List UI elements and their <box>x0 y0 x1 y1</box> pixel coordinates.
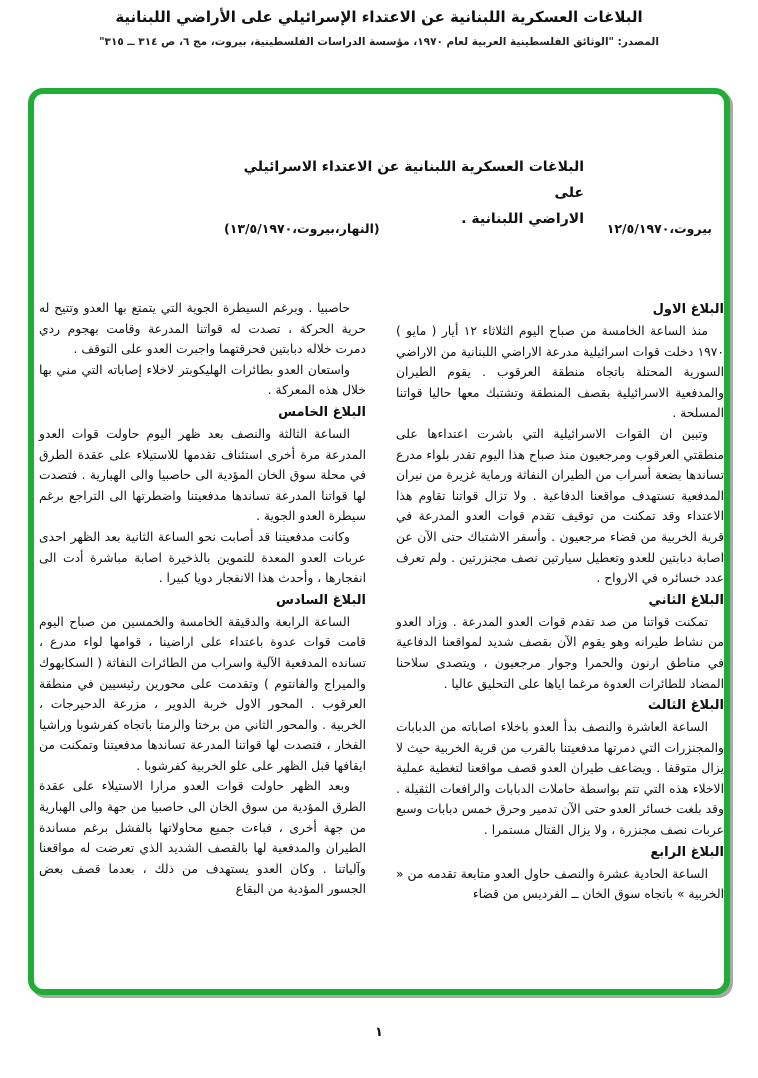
document-title-line1: البلاغات العسكرية اللبنانية عن الاعتداء الاسرائيلي على <box>243 159 584 201</box>
communique-heading: البلاغ الخامس <box>278 404 366 420</box>
communique-heading: البلاغ الرابع <box>650 844 724 860</box>
left-column <box>39 298 366 900</box>
page-header-title: البلاغات العسكرية اللبنانية عن الاعتداء الإسرائيلي على الأراضي اللبنانية <box>115 8 643 26</box>
communique-heading: البلاغ الثالث <box>647 698 724 714</box>
communique-paragraph: الساعة العاشرة والنصف بدأ العدو باخلاء اصاباته من الدبابات والمجنزرات التي دمرتها مدفعيتنا بالقرب من قرية الخربية حيث لا يزال متوقفا . ويضاعف طيران العدو قصف مواقعنا لتغطية عملية الاخلاء هذه التي تتم بواسطة حاملات الدبابات والرافعات الثقيلة . وقد بلغت خسائر العدو حتى الآن تدمير وحرق خمس دبابات وسبع عربات نصف مجنزرة ، ولا يزال القتال مستمرا . <box>396 720 724 838</box>
communique-paragraph: الساعة الثالثة والنصف بعد ظهر اليوم حاولت قوات العدو المدرعة مرة أخرى استئناف تقدمها للاستيلاء على عقدة الطرق في محلة سوق الخان المؤدية الى حاصبيا والى الهبارية . فتصدت لها قواتنا المدرعة تساندها مدفعيتنا واضطرتها الى التراجع برغم سيطرة العدو الجوية . <box>39 426 366 524</box>
communique-paragraph: الساعة الرابعة والدقيقة الخامسة والخمسين من صباح اليوم قامت قوات عدوة باعتداء على اراضينا ، قوامها لواء مدرع ، تسانده المدفعية الآلية واسراب من الطائرات النفاثة ( السكايهوك والميراج والفانتوم ) وتقدمت على محورين رئيسيين في منطقة العرقوب . المحور الاول خربة الدوير ، مزرعة الدحيرجات ، الخربية . والمحور الثاني من برختا والرمتا باتجاه كفرشوبا وراشيا الفخار ، فتصدت لها قواتنا المدرعة تساندها مدفعيتنا وتمكنت من ايقافها قبل الظهر على علو الخربية كفرشوبا . <box>39 614 366 773</box>
communique-paragraph: واستعان العدو بطائرات الهليكوبتر لاخلاء إصاباته التي مني بها خلال هذه المعركة . <box>39 362 366 398</box>
dateline-date: بيروت،١٢/٥/١٩٧٠ <box>606 221 712 236</box>
communique-heading: البلاغ الاول <box>652 302 724 317</box>
communique-paragraph: تمكنت قواتنا من صد تقدم قوات العدو المدرعة . وزاد العدو من نشاط طيرانه وهو يقوم الآن بقصف شديد لمواقعنا الدفاعية في مناطق ارنون والحمرا وجوار مرجعيون ، ويتصدى سلاحنا المضاد للطائرات العدوة مرغما اياها على التحليق عاليا . <box>396 614 724 691</box>
communique-heading: البلاغ الثاني <box>648 592 724 608</box>
document-title-line2: الاراضي اللبنانية . <box>461 211 584 227</box>
communique-paragraph: وكانت مدفعيتنا قد أصابت نحو الساعة الثانية بعد الظهر احدى عربات العدو المعدة للتموين بالذخيرة اصابة مباشرة أدت الى انفجارها ، وأحدث هذا الانفجار دويا كبيرا . <box>39 529 366 586</box>
dateline-publication: (النهار،بيروت،١٣/٥/١٩٧٠) <box>224 221 380 236</box>
document-scan <box>34 94 724 989</box>
page-number: ١ <box>375 1025 383 1040</box>
dateline <box>224 221 712 236</box>
document-frame <box>28 88 730 995</box>
page-header <box>0 8 758 48</box>
communique-paragraph: حاصبيا . وبرغم السيطرة الجوية التي يتمتع بها العدو وتتيح له حرية الحركة ، تصدت له قواتنا المدرعة وقامت بهجوم ردي دمرت خلاله دبابتين فحرقتهما واجبرت العدو على التوقف . <box>39 301 366 357</box>
right-column <box>396 298 724 905</box>
communique-paragraph: الساعة الحادية عشرة والنصف حاول العدو متابعة تقدمه من « الخربية » باتجاه سوق الخان ــ الفرديس من قضاء <box>396 866 724 902</box>
communique-paragraph: وتبين ان القوات الاسرائيلية التي باشرت اعتداءها على منطقتي العرقوب ومرجعيون منذ صباح هذا اليوم تقدر بلواء مدرع تساندها بضعة أسراب من الطيران النفاثة ورماية غزيرة من نيران المدفعية تستهدف مواقعنا الدفاعية . ولا تزال قواتنا تقاوم هذا الاعتداء وقد تمكنت من توقيف تقدم قوات العدو المدرعة في قرية الخربية من قضاء مرجعيون . وأسفر الاشتباك حتى الآن عن اصابة دبابتين للعدو وتعطيل سيارتين نصف مجنزرتين . ولم تعرف عدد خسائره في الارواح . <box>396 426 724 586</box>
page-header-source: المصدر: "الوثائق الفلسطينية العربية لعام ١٩٧٠، مؤسسة الدراسات الفلسطينية، بيروت، مج ٦، ص ٣١٤ ــ ٣١٥" <box>99 36 659 48</box>
communique-paragraph: وبعد الظهر حاولت قوات العدو مرارا الاستيلاء على عقدة الطرق المؤدية من سوق الخان الى حاصبيا من جهة والى الهبارية من جهة أخرى ، فباءت جميع محاولاتها بالفشل برغم مساندة الطيران والمدفعية لها بالقصف الشديد الذي تعرضت له مواقعنا وآلياتنا . وكان العدو يستهدف من ذلك ، بعدما قصف بعض الجسور المؤدية من البقاع <box>39 779 366 897</box>
communique-heading: البلاغ السادس <box>276 592 366 608</box>
communique-paragraph: منذ الساعة الخامسة من صباح اليوم الثلاثاء ١٢ أيار ( مايو ) ١٩٧٠ دخلت قوات اسرائيلية مدرعة الاراضي اللبنانية من الاراضي السورية المحتلة باتجاه منطقة العرقوب . يقوم الطيران والمدفعية الاسرائيلية بقصف المنطقة وتشتبك معها حاليا قواتنا المسلحة . <box>396 324 724 421</box>
